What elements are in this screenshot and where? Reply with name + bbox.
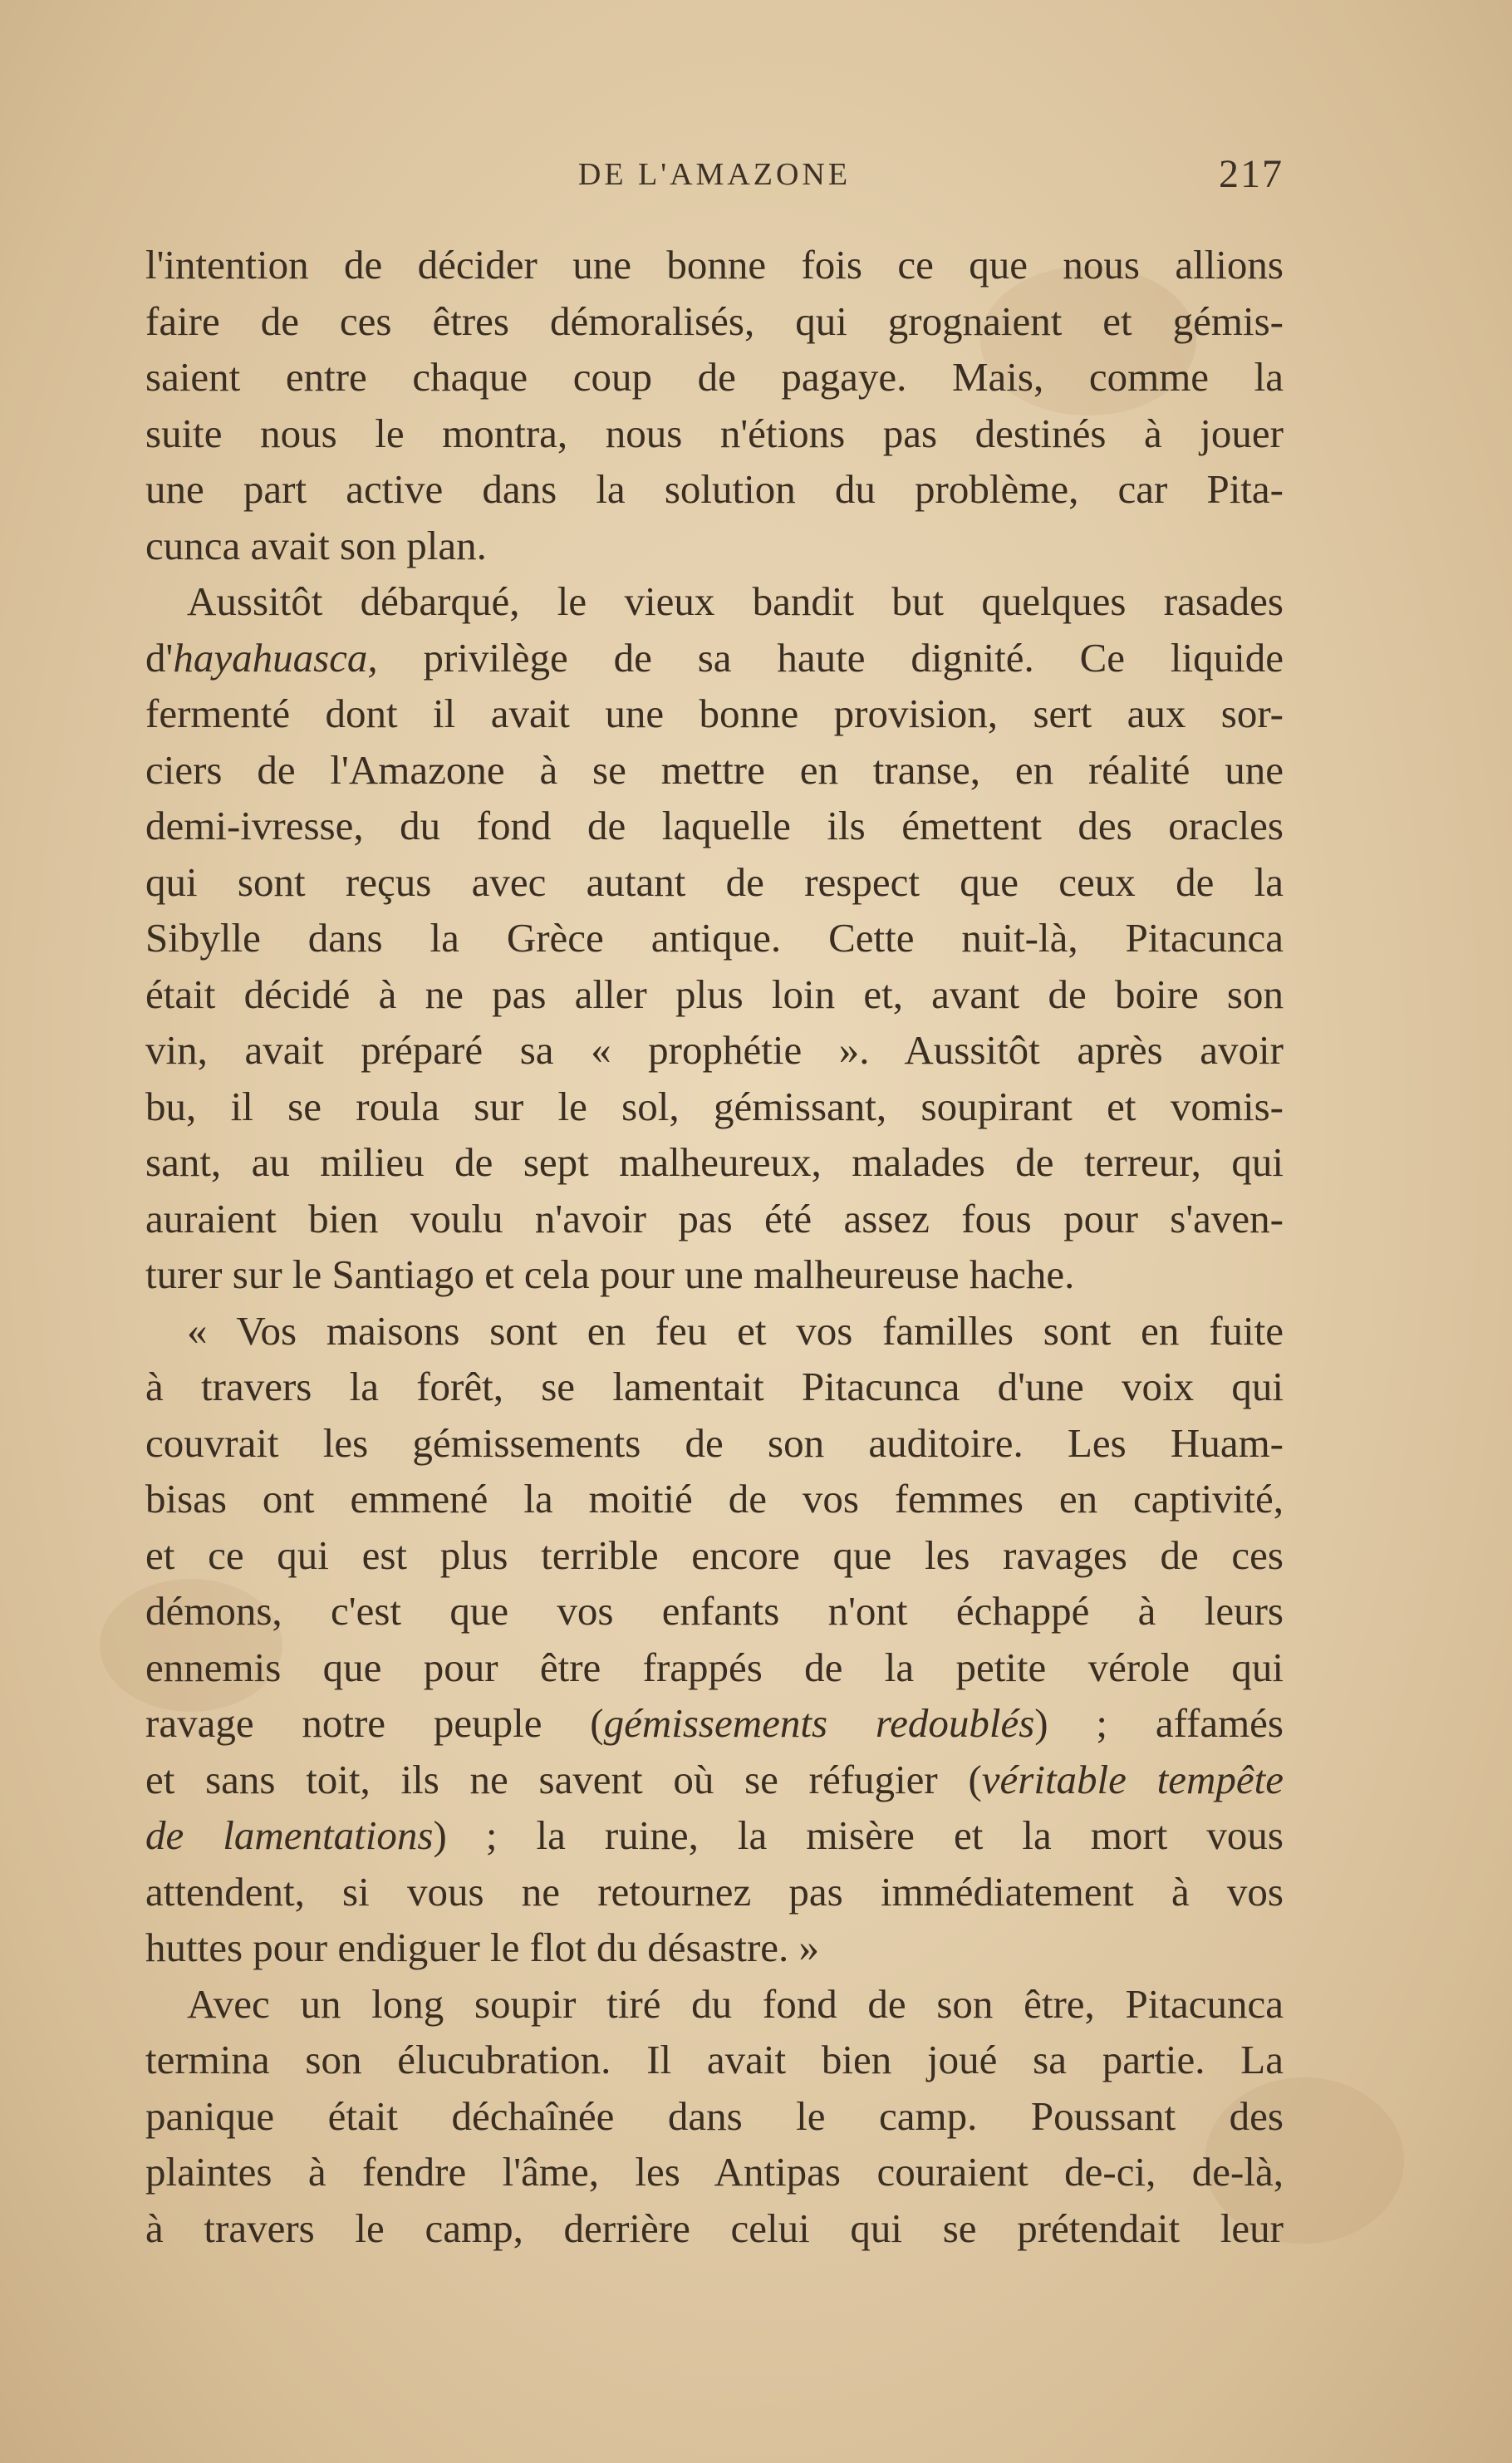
- text-line: Avec un long soupir tiré du fond de son être, Pitacunca: [187, 1980, 1284, 2027]
- text-line: Aussitôt débarqué, le vieux bandit but quelques rasades: [187, 578, 1284, 624]
- text-line: [145, 1695, 1284, 1752]
- text-line: cunca avait son plan.: [145, 522, 487, 568]
- text-line: [145, 630, 1284, 686]
- text-line: [145, 1752, 1284, 1808]
- text-line: était décidé à ne pas aller plus loin et, avant de boire son: [145, 971, 1284, 1017]
- text-line: ciers de l'Amazone à se mettre en transe, en réalité une: [145, 746, 1284, 793]
- text-line: [145, 1807, 1284, 1864]
- text-line: demi-ivresse, du fond de laquelle ils émettent des oracles: [145, 803, 1284, 848]
- text-segment: privilège de sa haute dignité. Ce liquide: [377, 634, 1284, 681]
- text-segment: et sans toit, ils ne savent où se réfugier (: [145, 1756, 982, 1802]
- text-line: huttes pour endiguer le flot du désastre. »: [145, 1925, 820, 1970]
- text-line: Sibylle dans la Grèce antique. Cette nuit-là, Pitacunca: [145, 915, 1284, 961]
- text-line: « Vos maisons sont en feu et vos familles sont en fuite: [187, 1307, 1284, 1354]
- text-line: une part active dans la solution du problème, car Pita-: [145, 466, 1284, 512]
- text-line: à travers le camp, derrière celui qui se prétendait leur: [145, 2205, 1284, 2251]
- italic-stage-direction: véritable tempête: [981, 1756, 1284, 1802]
- text-line: couvrait les gémissements de son auditoire. Les Huam-: [145, 1419, 1284, 1466]
- text-segment: ) ; affamés: [1034, 1700, 1284, 1746]
- text-segment: ravage notre peuple (: [145, 1700, 604, 1746]
- text-line: démons, c'est que vos enfants n'ont échappé à leurs: [145, 1588, 1284, 1634]
- text-line: termina son élucubration. Il avait bien joué sa partie. La: [145, 2037, 1284, 2082]
- text-line: et ce qui est plus terrible encore que les ravages de ces: [145, 1531, 1284, 1578]
- italic-stage-direction: gémissements redoublés: [603, 1700, 1035, 1746]
- text-line: bu, il se roula sur le sol, gémissant, soupirant et vomis-: [145, 1083, 1284, 1129]
- text-line: vin, avait préparé sa « prophétie ». Aussitôt après avoir: [145, 1027, 1284, 1073]
- text-segment: ) ; la ruine, la misère et la mort vous: [433, 1812, 1284, 1858]
- running-head: [145, 152, 1284, 203]
- text-line: fermenté dont il avait une bonne provision, sert aux sor-: [145, 691, 1284, 736]
- text-line: bisas ont emmené la moitié de vos femmes en captivité,: [145, 1476, 1284, 1522]
- italic-term: hayahuasca,: [173, 634, 378, 681]
- text-line: plaintes à fendre l'âme, les Antipas couraient de-ci, de-là,: [145, 2149, 1284, 2195]
- text-line: panique était déchaînée dans le camp. Poussant des: [145, 2092, 1284, 2139]
- body-text: [145, 237, 1284, 2256]
- text-segment: d': [145, 634, 174, 681]
- italic-stage-direction: de lamentations: [145, 1812, 434, 1858]
- text-line: à travers la forêt, se lamentait Pitacunca d'une voix qui: [145, 1364, 1284, 1409]
- text-line: faire de ces êtres démoralisés, qui grognaient et gémis-: [145, 297, 1284, 344]
- text-line: ennemis que pour être frappés de la petite vérole qui: [145, 1644, 1284, 1690]
- running-title: DE L'AMAZONE: [577, 157, 852, 192]
- text-line: attendent, si vous ne retournez pas immédiatement à vos: [145, 1868, 1284, 1915]
- text-line: sant, au milieu de sept malheureux, malades de terreur, qui: [145, 1139, 1284, 1185]
- text-line: qui sont reçus avec autant de respect que ceux de la: [145, 858, 1284, 905]
- text-line: l'intention de décider une bonne fois ce que nous allions: [145, 242, 1284, 288]
- page-number: 217: [1219, 152, 1284, 196]
- text-line: turer sur le Santiago et cela pour une malheureuse hache.: [145, 1251, 1075, 1297]
- text-line: suite nous le montra, nous n'étions pas destinés à jouer: [145, 410, 1284, 456]
- text-line: saient entre chaque coup de pagaye. Mais, comme la: [145, 354, 1284, 400]
- text-line: auraient bien voulu n'avoir pas été assez fous pour s'aven-: [145, 1195, 1284, 1241]
